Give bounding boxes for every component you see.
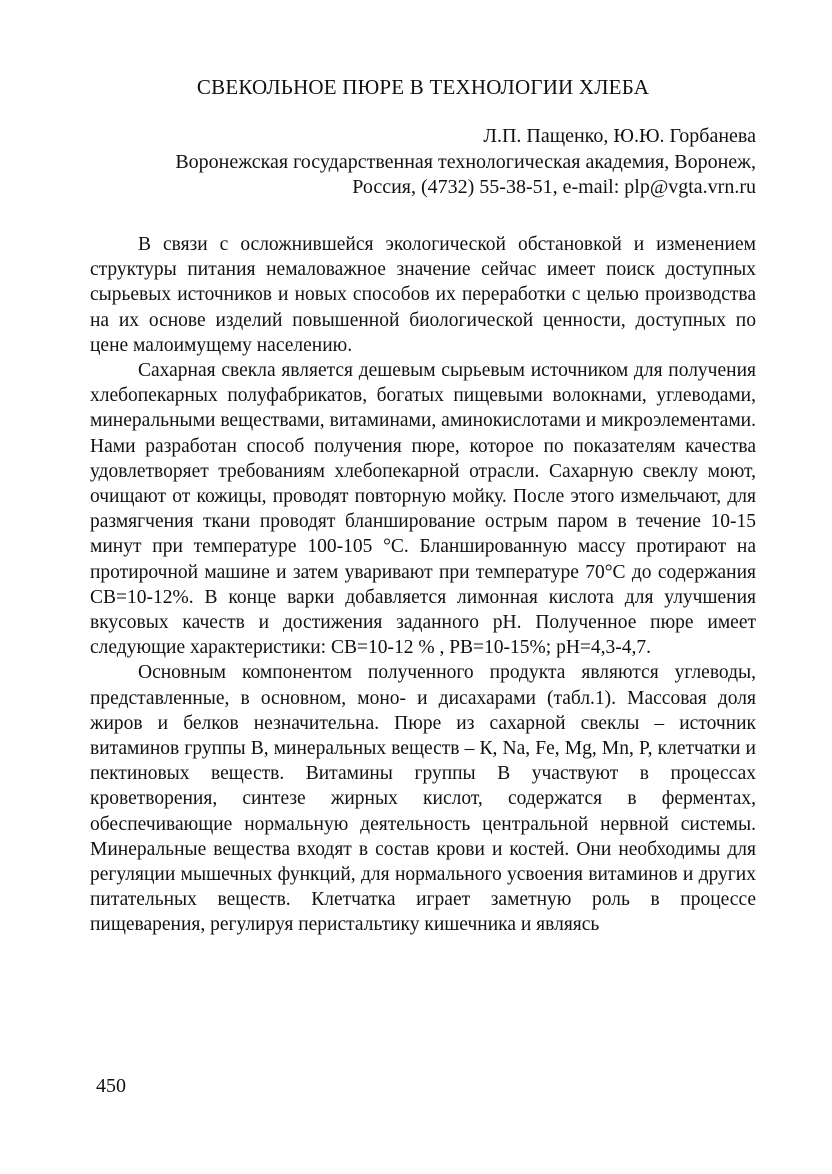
article-body xyxy=(90,232,756,938)
page xyxy=(90,0,756,1174)
article-title: СВЕКОЛЬНОЕ ПЮРЕ В ТЕХНОЛОГИИ ХЛЕБА xyxy=(196,75,650,99)
paragraph-1: В связи с осложнившейся экологической обстановкой и изменением структуры питания немаловажное значение сейчас имеет поиск доступных сырьевых источников и новых способов их переработки с целью производства на их основе изделий повышенной биологической ценности, доступных по цене малоимущему населению. xyxy=(90,234,756,356)
affiliation-line-2: Россия, (4732) 55-38-51, e-mail: plp@vgta.vrn.ru xyxy=(352,176,756,198)
affiliation-line-1: Воронежская государственная технологическая академия, Воронеж, xyxy=(175,151,756,173)
authors: Л.П. Пащенко, Ю.Ю. Горбанева xyxy=(483,125,756,147)
paragraph-3: Основным компонентом полученного продукта являются углеводы, представленные, в основном, моно- и дисахарами (табл.1). Массовая доля жиров и белков незначительна. Пюре из сахарной свеклы – источник витаминов группы В, минеральных веществ – К, Na, Fe, Mg, Mn, P, клетчатки и пектиновых веществ. Витамины группы В участвуют в процессах кроветворения, синтезе жирных кислот, содержатся в ферментах, обеспечивающие нормальную деятельность центральной нервной системы. Минеральные вещества входят в состав крови и костей. Они необходимы для регуляции мышечных функций, для нормального усвоения витаминов и других питательных веществ. Клетчатка играет заметную роль в процессе пищеварения, регулируя перистальтику кишечника и являясь xyxy=(90,662,756,936)
page-number: 450 xyxy=(96,1075,126,1097)
affiliation xyxy=(90,150,756,200)
paragraph-2: Сахарная свекла является дешевым сырьевым источником для получения хлебопекарных полуфабрикатов, богатых пищевыми волокнами, углеводами, минеральными веществами, витаминами, аминокислотами и микроэлементами. Нами разработан способ получения пюре, которое по показателям качества удовлетворяет требованиям хлебопекарной отрасли. Сахарную свеклу моют, очищают от кожицы, проводят повторную мойку. После этого измельчают, для размягчения ткани проводят бланширование острым паром в течение 10-15 минут при температуре 100-105 °С. Бланшированную массу протирают на протирочной машине и затем уваривают при температуре 70°С до содержания СВ=10-12%. В конце варки добавляется лимонная кислота для улучшения вкусовых качеств и достижения заданного рН. Полученное пюре имеет следующие характеристики: СВ=10-12 % , РВ=10-15%; рН=4,3-4,7. xyxy=(90,360,756,659)
